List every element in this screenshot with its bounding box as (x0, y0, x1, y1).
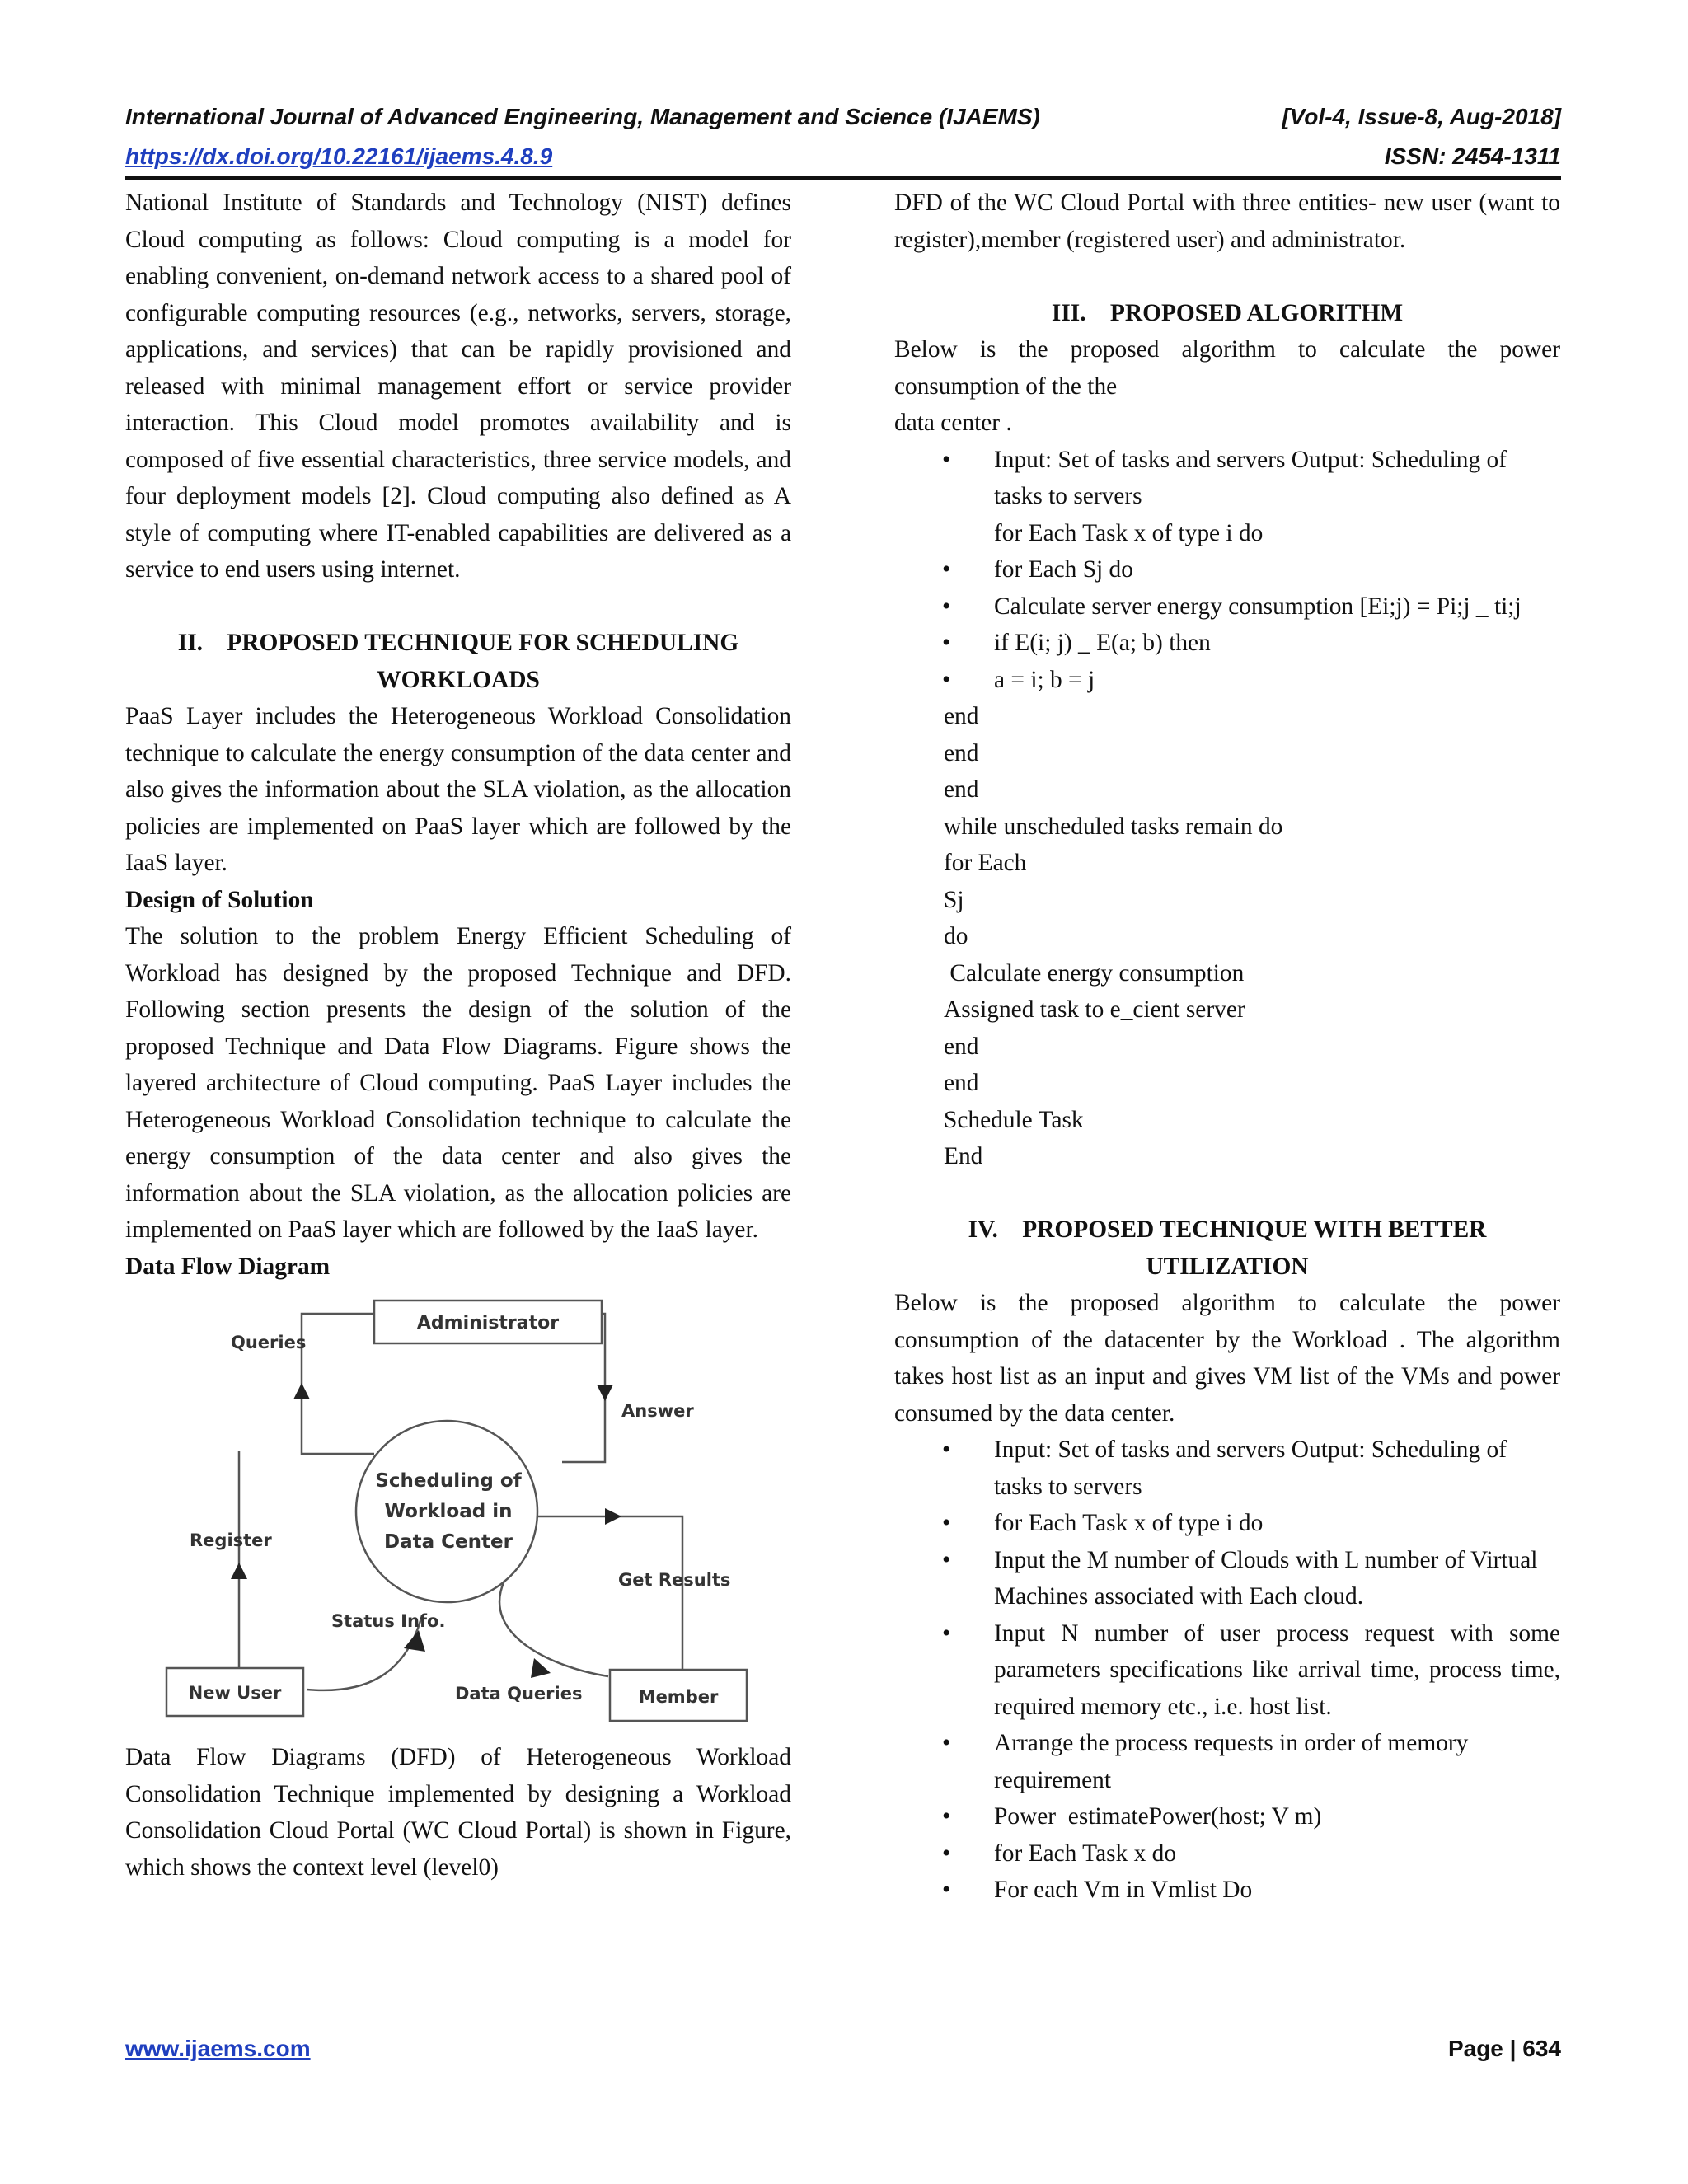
bullet-text: for Each Task x do (994, 1840, 1177, 1867)
header-row-bottom (125, 137, 1561, 176)
administrator-label: Administrator (416, 1313, 560, 1333)
algorithm-1-bullets-2 (894, 551, 1560, 698)
volume-issue: [Vol-4, Issue-8, Aug-2018] (1282, 104, 1561, 129)
issn: ISSN: 2454-1311 (1384, 143, 1561, 169)
bullet-text: Input: Set of tasks and servers Output: Scheduling of tasks to servers (994, 446, 1507, 509)
design-heading: Design of Solution (125, 886, 314, 913)
bullet-text: for Each Sj do (994, 556, 1133, 583)
right-column (894, 185, 1560, 1909)
code-line: Calculate energy consumption (944, 959, 1245, 987)
list-item (894, 1835, 1560, 1872)
list-item (894, 1505, 1560, 1542)
header-row-top (125, 97, 1561, 137)
code-line: end (944, 703, 979, 729)
process-label-line3: Data Center (384, 1531, 513, 1553)
member-label: Member (638, 1687, 719, 1707)
section-4-heading-line2: UTILIZATION (1146, 1253, 1309, 1280)
answer-arrow (597, 1385, 613, 1401)
bullet-text: Arrange the process requests in order of memory requirement (994, 1730, 1469, 1793)
dfd-continuation: DFD of the WC Cloud Portal with three entities- new user (want to register),member (registered user) and administrator. (894, 190, 1560, 253)
status-info-label: Status Info. (331, 1611, 446, 1631)
bullet-text: a = i; b = j (994, 666, 1095, 693)
code-line: end (944, 1033, 979, 1060)
data-queries-flow-curve (499, 1581, 608, 1676)
code-line: do (944, 923, 968, 949)
section-2-paragraph: PaaS Layer includes the Heterogeneous Workload Consolidation technique to calculate the energy consumption of the data center and also gives the information about the SLA violation, as the allocation policies are implemented on PaaS layer which are followed by the IaaS layer. (125, 703, 791, 876)
code-line: end (944, 739, 979, 766)
list-item (894, 1432, 1560, 1505)
bullet-text: Input the M number of Clouds with L number of Virtual Machines associated with Each cloud. (994, 1546, 1538, 1610)
list-item (894, 1798, 1560, 1835)
algorithm-1-bullets (894, 442, 1560, 515)
page-number: Page | 634 (1447, 2036, 1561, 2061)
list-item (894, 1542, 1560, 1615)
list-item (894, 551, 1560, 588)
bullet-text: for Each Task x of type i do (994, 1510, 1264, 1536)
code-line: while unscheduled tasks remain do (944, 813, 1283, 840)
bullet-text: if E(i; j) _ E(a; b) then (994, 630, 1211, 656)
queries-label: Queries (231, 1333, 307, 1352)
list-item (894, 625, 1560, 662)
code-line: Schedule Task (944, 1106, 1084, 1133)
new-user-label: New User (188, 1683, 282, 1703)
spacer (894, 258, 1560, 295)
list-item (894, 442, 1560, 515)
code-line: End (944, 1143, 983, 1169)
journal-title: International Journal of Advanced Engineering, Management and Science (IJAEMS) (125, 104, 1040, 129)
dfd-paragraph: Data Flow Diagrams (DFD) of Heterogeneous Workload Consolidation Technique implemented by designing a Workload Consolidation Cloud Portal (WC Cloud Portal) is shown in Figure, which shows the context level (level0) (125, 1744, 791, 1881)
data-flow-diagram (125, 1289, 791, 1724)
code-line: end (944, 776, 979, 803)
algorithm-1-continuation: for Each Task x of type i do (994, 519, 1264, 546)
list-item (894, 1725, 1560, 1798)
algorithm-1-code (894, 698, 1560, 1175)
code-line: Sj (944, 886, 964, 913)
register-label: Register (190, 1530, 272, 1550)
section-3-intro-line2: data center . (894, 410, 1012, 436)
list-item (894, 662, 1560, 699)
doi-link[interactable]: https://dx.doi.org/10.22161/ijaems.4.8.9 (125, 143, 553, 169)
list-item (894, 588, 1560, 626)
bullet-text: Input N number of user process request with some parameters specifications like arrival time, process time, required memory etc., i.e. host list. (994, 1619, 1560, 1720)
get-results-arrow (605, 1508, 621, 1525)
bullet-text: For each Vm in Vmlist Do (994, 1877, 1253, 1903)
queries-flow-line (302, 1314, 374, 1454)
section-3-intro-line1: Below is the proposed algorithm to calculate the power consumption of the the (894, 336, 1560, 400)
page-header (125, 97, 1561, 176)
register-arrow (231, 1563, 247, 1579)
website-link[interactable]: www.ijaems.com (125, 2036, 311, 2061)
status-info-arrow (404, 1630, 425, 1652)
section-2-heading-line1: II. PROPOSED TECHNIQUE FOR SCHEDULING (177, 630, 739, 656)
section-2-heading-line2: WORKLOADS (377, 666, 540, 693)
code-line: for Each (944, 850, 1027, 876)
process-label-line2: Workload in (384, 1501, 513, 1522)
section-3-heading: III. PROPOSED ALGORITHM (1051, 299, 1404, 326)
dfd-heading: Data Flow Diagram (125, 1253, 331, 1280)
list-item (894, 1872, 1560, 1909)
bullet-text: Input: Set of tasks and servers Output: Scheduling of tasks to servers (994, 1436, 1507, 1500)
section-4-heading-line1: IV. PROPOSED TECHNIQUE WITH BETTER (968, 1216, 1487, 1243)
data-queries-label: Data Queries (455, 1684, 583, 1704)
dfd-figure-svg (125, 1289, 791, 1724)
get-results-label: Get Results (618, 1570, 731, 1590)
bullet-text: Power estimatePower(host; V m) (994, 1803, 1322, 1830)
data-queries-arrow (531, 1658, 551, 1678)
code-line: Assigned task to e_cient server (944, 996, 1245, 1023)
section-4-intro: Below is the proposed algorithm to calculate the power consumption of the datacenter by the Workload . The algorithm takes host list as an input and gives VM list of the VMs and power consumed by the data center. (894, 1290, 1560, 1427)
queries-arrow (293, 1383, 310, 1399)
spacer (125, 588, 791, 626)
process-label-line1: Scheduling of (375, 1470, 522, 1492)
spacer (894, 1175, 1560, 1212)
left-column (125, 185, 791, 1886)
algorithm-2-bullets (894, 1432, 1560, 1909)
bullet-text: Calculate server energy consumption [Ei;j) = Pi;j _ ti;j (994, 593, 1522, 620)
design-paragraph: The solution to the problem Energy Efficient Scheduling of Workload has designed by the proposed Technique and DFD. Following section presents the design of the solution of the proposed Technique and Data Flow Diagrams. Figure shows the layered architecture of Cloud computing. PaaS Layer includes the Heterogeneous Workload Consolidation technique to calculate the energy consumption of the data center and also gives the information about the SLA violation, as the allocation policies are implemented on PaaS layer which are followed by the IaaS layer. (125, 923, 791, 1243)
intro-paragraph: National Institute of Standards and Technology (NIST) defines Cloud computing as follows: Cloud computing is a model for enabling convenient, on-demand network access to a shared pool of configurable computing resources (e.g., networks, servers, storage, applications, and services) that can be rapidly provisioned and released with minimal management effort or service provider interaction. This Cloud model promotes availability and is composed of five essential characteristics, three service models, and four deployment models [2]. Cloud computing also defined as A style of computing where IT-enabled capabilities are delivered as a service to end users using internet. (125, 190, 791, 583)
answer-label: Answer (621, 1401, 694, 1421)
list-item (894, 1615, 1560, 1726)
page-footer (125, 2036, 1561, 2062)
code-line: end (944, 1070, 979, 1096)
header-rule (125, 176, 1561, 180)
get-results-flow-line (537, 1516, 682, 1686)
